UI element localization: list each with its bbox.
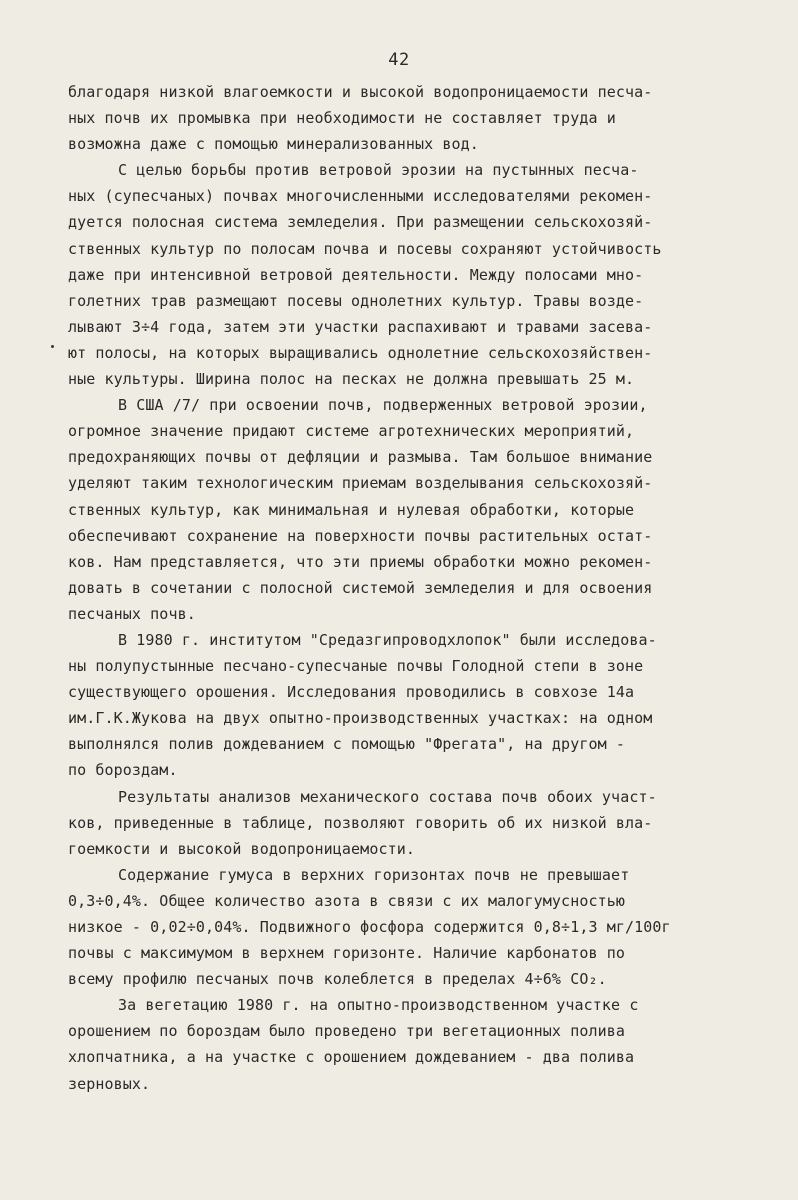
text-line: обеспечивают сохранение на поверхности почвы растительных остат- bbox=[68, 526, 653, 545]
text-line: ных (супесчаных) почвах многочисленными исследователями рекомен- bbox=[68, 187, 653, 206]
margin-mark bbox=[51, 345, 54, 348]
text-line: почвы с максимумом в верхнем горизонте. Наличие карбонатов по bbox=[68, 944, 625, 963]
text-line: ков, приведенные в таблице, позволяют говорить об их низкой вла- bbox=[68, 813, 653, 832]
text-line: ют полосы, на которых выращивались однолетние сельскохозяйствен- bbox=[68, 343, 653, 362]
text-line: В США /7/ при освоении почв, подверженных ветровой эрозии, bbox=[118, 396, 648, 415]
text-line: ны полупустынные песчано-супесчаные почвы Голодной степи в зоне bbox=[68, 657, 644, 676]
text-line: ных почв их промывка при необходимости не составляет труда и bbox=[68, 109, 616, 128]
text-line: 0,3÷0,4%. Общее количество азота в связи с их малогумусностью bbox=[68, 891, 625, 910]
text-line: гоемкости и высокой водопроницаемости. bbox=[68, 839, 415, 858]
text-line: предохраняющих почвы от дефляции и размыва. Там большое внимание bbox=[68, 448, 653, 467]
text-line: зерновых. bbox=[68, 1074, 151, 1093]
text-line: орошением по бороздам было проведено три вегетационных полива bbox=[68, 1022, 625, 1041]
text-line: благодаря низкой влагоемкости и высокой водопроницаемости песча- bbox=[68, 83, 653, 101]
text-line: За вегетацию 1980 г. на опытно-производственном участке с bbox=[118, 996, 639, 1015]
text-line: им.Г.К.Жукова на двух опытно-производственных участках: на одном bbox=[68, 709, 653, 728]
text-line: существующего орошения. Исследования проводились в совхозе 14а bbox=[68, 683, 635, 702]
text-line: ные культуры. Ширина полос на песках не должна превышать 25 м. bbox=[68, 370, 635, 389]
page-number: 42 bbox=[388, 50, 410, 70]
text-line: хлопчатника, а на участке с орошением дождеванием - два полива bbox=[68, 1048, 635, 1067]
text-line: выполнялся полив дождеванием с помощью "Фрегата", на другом - bbox=[68, 735, 625, 754]
text-line: всему профилю песчаных почв колеблется в пределах 4÷6% CO₂. bbox=[68, 970, 607, 989]
text-line: песчаных почв. bbox=[68, 604, 196, 623]
text-line: довать в сочетании с полосной системой земледелия и для освоения bbox=[68, 578, 653, 597]
body-text bbox=[68, 79, 758, 1097]
text-line: огромное значение придают системе агротехнических мероприятий, bbox=[68, 422, 635, 441]
text-line: С целью борьбы против ветровой эрозии на пустынных песча- bbox=[118, 161, 639, 180]
text-line: Результаты анализов механического состава почв обоих участ- bbox=[118, 787, 657, 806]
text-line: по бороздам. bbox=[68, 761, 178, 780]
text-line: даже при интенсивной ветровой деятельности. Между полосами мно- bbox=[68, 265, 644, 284]
text-line: лывают 3÷4 года, затем эти участки распахивают и травами засева- bbox=[68, 317, 653, 336]
text-line: ственных культур по полосам почва и посевы сохраняют устойчивость bbox=[68, 239, 662, 258]
text-line: Содержание гумуса в верхних горизонтах почв не превышает bbox=[118, 865, 630, 884]
text-line: возможна даже с помощью минерализованных вод. bbox=[68, 135, 479, 154]
text-line: ственных культур, как минимальная и нулевая обработки, которые bbox=[68, 500, 635, 519]
text-line: голетних трав размещают посевы однолетних культур. Травы возде- bbox=[68, 291, 644, 310]
text-line: ков. Нам представляется, что эти приемы обработки можно рекомен- bbox=[68, 552, 653, 571]
text-line: низкое - 0,02÷0,04%. Подвижного фосфора содержится 0,8÷1,3 мг/100г bbox=[68, 918, 671, 936]
text-line: уделяют таким технологическим приемам возделывания сельскохозяй- bbox=[68, 474, 653, 493]
text-line: дуется полосная система земледелия. При размещении сельскохозяй- bbox=[68, 213, 653, 232]
text-line: В 1980 г. институтом "Средазгипроводхлопок" были исследова- bbox=[118, 630, 657, 649]
